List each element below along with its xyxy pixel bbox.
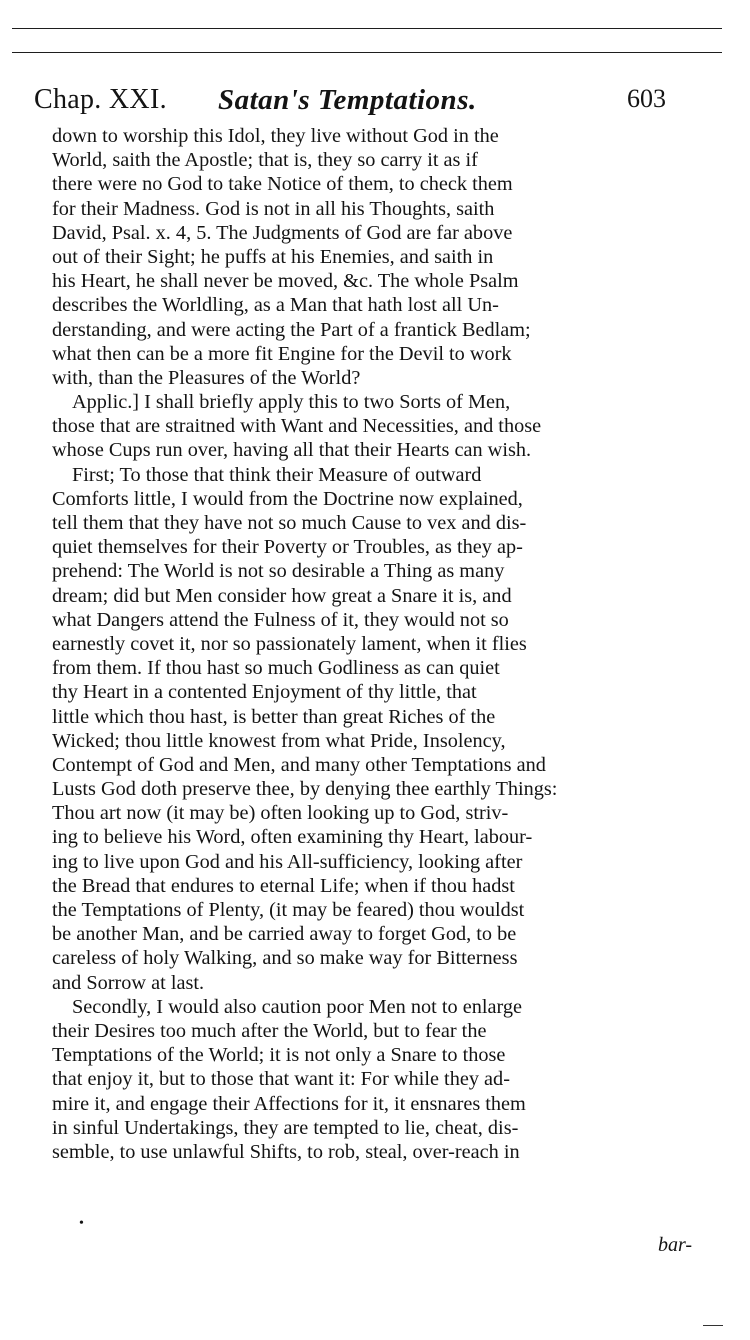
text-line: ing to live upon God and his All-sufficiency, looking after [52, 850, 523, 873]
ink-mark: • [79, 1216, 84, 1231]
text-line: in sinful Undertakings, they are tempted to lie, cheat, dis- [52, 1116, 519, 1139]
text-line: be another Man, and be carried away to forget God, to be [52, 923, 517, 946]
text-line: First; To those that think their Measure of outward [72, 463, 482, 486]
text-line: his Heart, he shall never be moved, &c. The whole Psalm [52, 270, 519, 293]
text-line: their Desires too much after the World, but to fear the [52, 1019, 487, 1042]
second-rule [12, 52, 722, 53]
text-line: what Dangers attend the Fulness of it, they would not so [52, 608, 509, 631]
text-line: David, Psal. x. 4, 5. The Judgments of God are far above [52, 221, 513, 244]
text-line: little which thou hast, is better than great Riches of the [52, 705, 496, 728]
text-line: Applic.] I shall briefly apply this to two Sorts of Men, [72, 391, 511, 414]
corner-mark [703, 1325, 723, 1326]
text-line: the Temptations of Plenty, (it may be feared) thou wouldst [52, 899, 525, 921]
text-line: Contempt of God and Men, and many other Temptations and [52, 753, 546, 776]
text-line: ing to believe his Word, often examining thy Heart, labour- [52, 826, 533, 849]
text-line: for their Madness. God is not in all his Thoughts, saith [52, 197, 495, 220]
text-line: the Bread that endures to eternal Life; when if thou hadst [52, 874, 515, 897]
running-header [34, 84, 674, 124]
text-line: earnestly covet it, nor so passionately lament, when it flies [52, 632, 527, 655]
text-line: careless of holy Walking, and so make way for Bitterness [52, 947, 518, 970]
text-line: that enjoy it, but to those that want it: For while they ad- [52, 1068, 510, 1091]
text-line: there were no God to take Notice of them, to check them [52, 173, 513, 196]
text-line: dream; did but Men consider how great a Snare it is, and [52, 584, 512, 607]
text-line: Comforts little, I would from the Doctrine now explained, [52, 487, 523, 510]
text-line: describes the Worldling, as a Man that hath lost all Un- [52, 294, 499, 317]
page-number: 603 [627, 84, 666, 113]
text-line: World, saith the Apostle; that is, they so carry it as if [52, 149, 478, 172]
text-line: mire it, and engage their Affections for it, it ensnares them [52, 1092, 526, 1115]
text-line: Temptations of the World; it is not only a Snare to those [52, 1044, 506, 1067]
text-line: those that are straitned with Want and Necessities, and those [52, 415, 542, 438]
text-line: thy Heart in a contented Enjoyment of thy little, that [52, 681, 477, 704]
text-line: prehend: The World is not so desirable a Thing as many [52, 560, 505, 583]
running-title: Satan's Temptations. [218, 84, 477, 116]
text-line: and Sorrow at last. [52, 971, 205, 994]
text-line: with, than the Pleasures of the World? [52, 366, 361, 389]
text-line: tell them that they have not so much Cause to vex and dis- [52, 512, 527, 534]
text-line: what then can be a more fit Engine for the Devil to work [52, 342, 512, 365]
chapter-label: Chap. XXI. [34, 84, 167, 115]
body-text [52, 124, 692, 1164]
text-line: Lusts God doth preserve thee, by denying thee earthly Things: [52, 778, 558, 801]
catchword: bar- [658, 1234, 693, 1256]
text-line: derstanding, and were acting the Part of a frantick Bedlam; [52, 318, 531, 341]
text-line: Secondly, I would also caution poor Men not to enlarge [72, 995, 523, 1018]
text-line: Thou art now (it may be) often looking up to God, striv- [52, 802, 509, 825]
text-line: down to worship this Idol, they live without God in the [52, 125, 499, 147]
text-line: from them. If thou hast so much Godliness as can quiet [52, 657, 500, 680]
text-line: quiet themselves for their Poverty or Troubles, as they ap- [52, 536, 523, 559]
text-line: out of their Sight; he puffs at his Enemies, and saith in [52, 245, 494, 268]
text-line: semble, to use unlawful Shifts, to rob, steal, over-reach in [52, 1140, 520, 1163]
text-line: whose Cups run over, having all that their Hearts can wish. [52, 439, 532, 462]
top-rule [12, 28, 722, 29]
text-line: Wicked; thou little knowest from what Pride, Insolency, [52, 729, 506, 752]
